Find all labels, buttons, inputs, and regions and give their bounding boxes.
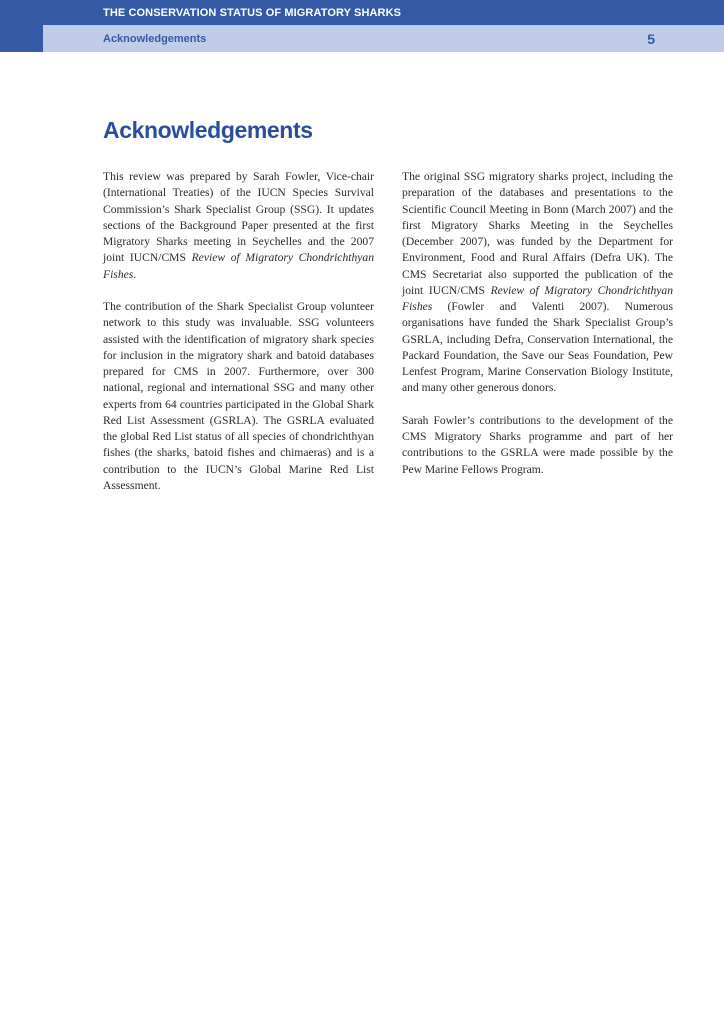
left-column xyxy=(103,169,374,510)
paragraph: The contribution of the Shark Specialist Group volunteer network to this study was invaluable. SSG volunteers assisted with the identification of migratory shark species for inclusion in the migratory shark and batoid databases prepared for CMS in 2007. Furthermore, over 300 national, regional and international SSG and many other experts from 64 countries participated in the Global Shark Red List Assessment (GSRLA). The GSRLA evaluated the global Red List status of all species of chondrichthyan fishes (the sharks, batoid fishes and chimaeras) and is a contribution to the IUCN’s Global Marine Red List Assessment. xyxy=(103,300,374,492)
paragraph xyxy=(103,169,374,283)
header-band xyxy=(0,0,724,25)
series-title: THE CONSERVATION STATUS OF MIGRATORY SHARKS xyxy=(103,7,402,19)
running-section-title: Acknowledgements xyxy=(103,33,207,45)
paragraph xyxy=(402,169,673,397)
header-accent-block xyxy=(0,25,43,52)
paragraph: Sarah Fowler’s contributions to the development of the CMS Migratory Sharks programme and part of her contributions to the GSRLA were made possible by the Pew Marine Fellows Program. xyxy=(402,413,673,476)
right-column xyxy=(402,169,673,494)
page-number: 5 xyxy=(647,31,655,47)
paragraph-text: The original SSG migratory sharks project, including the preparation of the databases and presentations to the Scientific Council Meeting in Bonn (March 2007) and the first Migratory Sharks Meeting in the Seychelles (December 2007), was funded by the Department for Environment, Food and Rural Affairs (Defra UK). The CMS Secretariat also supported the publication of the joint IUCN/CMS xyxy=(402,170,673,297)
publication-title: Review of Migratory Chondrichthyan Fishes xyxy=(103,251,375,281)
paragraph-text: This review was prepared by Sarah Fowler, Vice-chair (International Treaties) of the IUCN Species Survival Commission’s Shark Specialist Group (SSG). It updates sections of the Background Paper presented at the first Migratory Sharks meeting in Seychelles and the 2007 joint IUCN/CMS xyxy=(103,170,374,265)
paragraph-end: . xyxy=(133,267,137,281)
section-band xyxy=(43,25,724,52)
paragraph-text: (Fowler and Valenti 2007). Numerous organisations have funded the Shark Specialist Group’s GSRLA, including Defra, Conservation International, the Packard Foundation, the Save our Seas Foundation, Pew Lenfest Program, Marine Conservation Biology Institute, and many other generous donors. xyxy=(402,300,673,395)
page-title: Acknowledgements xyxy=(103,117,313,143)
publication-title: Review of Migratory Chondrichthyan Fishes xyxy=(402,283,674,313)
